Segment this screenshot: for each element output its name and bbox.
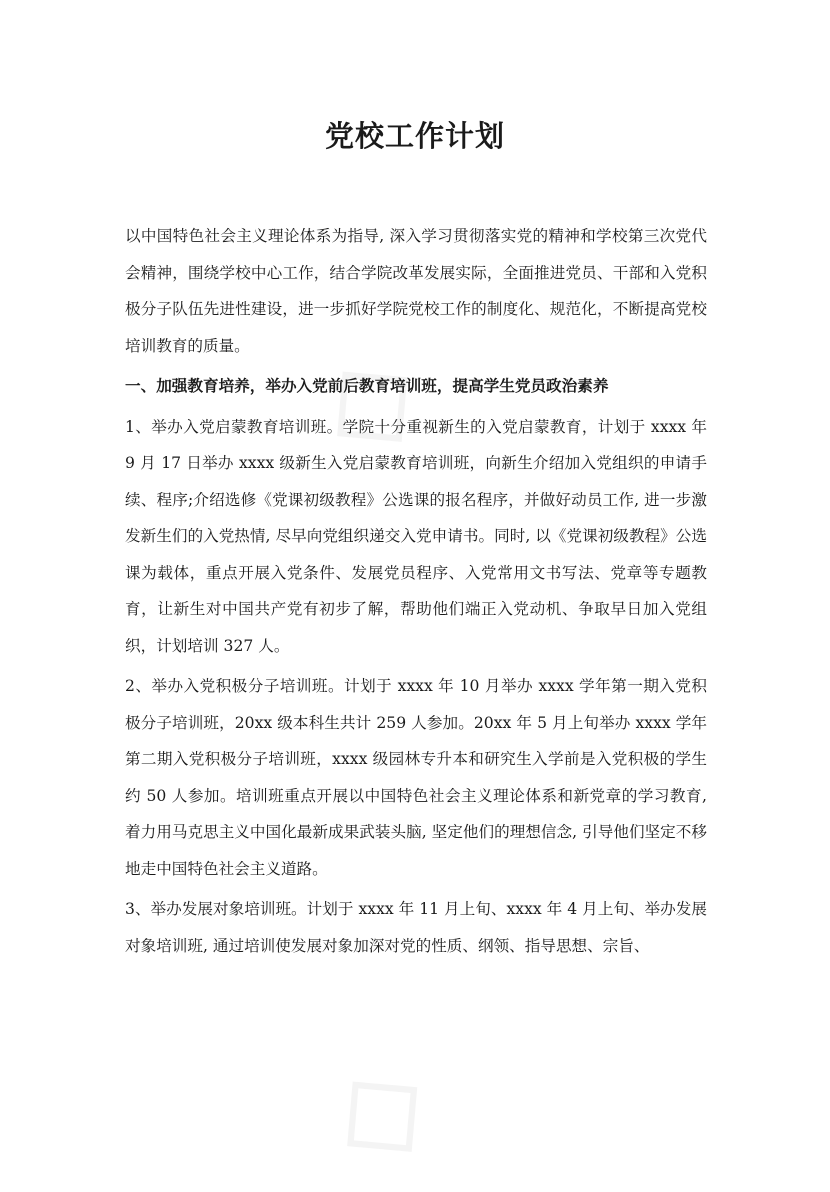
intro-paragraph: 以中国特色社会主义理论体系为指导, 深入学习贯彻落实党的精神和学校第三次党代会精神，围绕学校中心工作，结合学院改革发展实际，全面推进党员、干部和入党积极分子队伍先进性建设，进一步抓好学院党校工作的制度化、规范化，不断提高党校培训教育的质量。	[125, 227, 707, 355]
section-heading: 一、加强教育培养，举办入党前后教育培训班，提高学生党员政治素养	[125, 376, 609, 395]
item-paragraph-1: 1、举办入党启蒙教育培训班。学院十分重视新生的入党启蒙教育，计划于 xxxx 年 9 月 17 日举办 xxxx 级新生入党启蒙教育培训班，向新生介绍加入党组织的申请手续、程序;介绍选修《党课初级教程》公选课的报名程序，并做好动员工作, 进一步激发新生们的入党热情, 尽早向党组织递交入党申请书。同时, 以《党课初级教程》公选课为载体，重点开展入党条件、发展党员程序、入党常用文书写法、党章等专题教育，让新生对中国共产党有初步了解，帮助他们端正入党动机、争取早日加入党组织，计划培训 327 人。	[125, 417, 707, 655]
item-paragraph-2: 2、举办入党积极分子培训班。计划于 xxxx 年 10 月举办 xxxx 学年第一期入党积极分子培训班，20xx 级本科生共计 259 人参加。20xx 年 5 月上旬举办 xxxx 学年第二期入党积极分子培训班，xxxx 级园林专升本和研究生入学前是入党积极的学生约 50 人参加。培训班重点开展以中国特色社会主义理论体系和新党章的学习教育, 着力用马克思主义中国化最新成果武装头脑, 坚定他们的理想信念, 引导他们坚定不移地走中国特色社会主义道路。	[125, 677, 707, 878]
document-title: 党校工作计划	[324, 119, 505, 153]
document-body	[125, 218, 707, 964]
watermark	[296, 1027, 456, 1192]
item-paragraph-3: 3、举办发展对象培训班。计划于 xxxx 年 11 月上旬、xxxx 年 4 月上旬、举办发展对象培训班, 通过培训使发展对象加深对党的性质、纲领、指导思想、宗旨、	[125, 900, 707, 955]
